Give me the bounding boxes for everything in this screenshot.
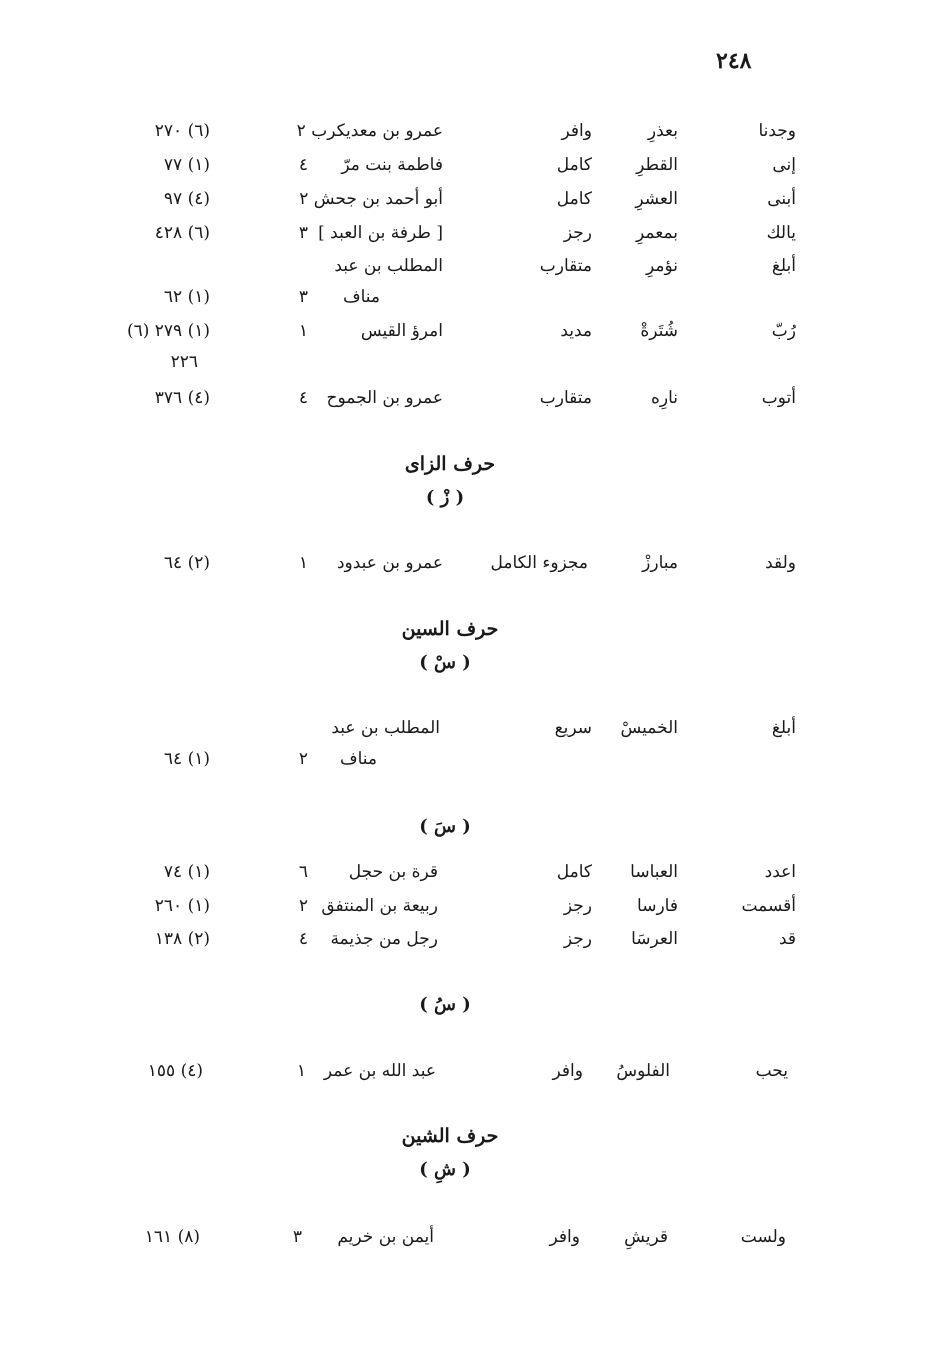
poet: [ طرفة بن العبد ] (318, 223, 443, 243)
poet: قرة بن حجل (348, 862, 438, 882)
index-row (0, 321, 948, 355)
index-row (0, 553, 948, 587)
index-row (0, 121, 948, 155)
first-word: قد (778, 929, 796, 949)
page-reference: (٦) ٢٧٠ (154, 121, 210, 141)
page-number: ٢٤٨ (716, 48, 752, 74)
section-heading-shin: حرف الشين (401, 1125, 499, 1147)
page-reference: (١) ٧٧ (163, 155, 210, 175)
first-word: ولست (740, 1227, 786, 1247)
page-reference: (١) ٢٦٠ (154, 896, 210, 916)
meter: رجز (563, 896, 592, 916)
first-word: أقسمت (741, 896, 796, 916)
rhyme-word: بمعمرِ (636, 223, 678, 243)
meter: كامل (556, 862, 592, 882)
first-word: ولقد (765, 553, 796, 573)
meter: كامل (556, 155, 592, 175)
poet: عمرو بن معديكرب ٢ (296, 121, 443, 141)
poet: مناف (340, 749, 378, 769)
index-row (0, 1227, 948, 1261)
first-word: إنى (772, 155, 796, 175)
meter: متقارب (539, 256, 592, 276)
verse-count: ١ (298, 321, 308, 341)
poet: فاطمة بنت مرّ (341, 155, 443, 175)
page-reference: (٤) ٣٧٦ (154, 388, 210, 408)
poet: ربيعة بن المنتفق (321, 896, 438, 916)
meter: رجز (563, 929, 592, 949)
poet: أبو أحمد بن جحش ٢ (299, 189, 443, 209)
page-reference: (٤) ١٥٥ (147, 1061, 203, 1081)
page-reference: ٢٢٦ (170, 352, 198, 372)
meter: وافر (549, 1227, 580, 1247)
first-word: أتوب (761, 388, 796, 408)
verse-count: ٣ (298, 287, 308, 307)
index-row (0, 862, 948, 896)
meter: وافر (561, 121, 592, 141)
index-row (0, 155, 948, 189)
meter: سريع (554, 718, 592, 738)
subsection-sin-damma: ( سُ ) (419, 994, 471, 1015)
poet: عمرو بن عبدود (336, 553, 443, 573)
section-heading-zay: حرف الزاى (404, 453, 496, 475)
poet: أيمن بن خريم (337, 1227, 434, 1247)
index-row (0, 388, 948, 422)
verse-count: ١ (296, 1061, 306, 1081)
verse-count: ٣ (292, 1227, 302, 1247)
verse-count: ٢ (298, 896, 308, 916)
index-row (0, 256, 948, 290)
meter: مجزوء الكامل (490, 553, 588, 573)
rhyme-word: القطرِ (636, 155, 678, 175)
first-word: يحب (755, 1061, 788, 1081)
rhyme-word: بعذرِ (647, 121, 678, 141)
subsection-sin-sukun: ( سْ ) (419, 652, 471, 673)
poet: مناف (343, 287, 381, 307)
index-row (0, 189, 948, 223)
verse-count: ٤ (298, 388, 308, 408)
page-reference: (١) ٦٤ (163, 749, 210, 769)
first-word: أبلغ (771, 256, 796, 276)
verse-count: ٢ (298, 749, 308, 769)
page-reference: (٨) ١٦١ (144, 1227, 200, 1247)
meter: كامل (556, 189, 592, 209)
first-word: أبنى (767, 189, 796, 209)
index-row (0, 223, 948, 257)
poet: امرؤ القيس (360, 321, 443, 341)
rhyme-word: الخميسْ (620, 718, 678, 738)
index-row (0, 1061, 948, 1095)
rhyme-word: مبارزْ (642, 553, 678, 573)
first-word: يالك (766, 223, 796, 243)
page-reference: (٤) ٩٧ (163, 189, 210, 209)
page-reference: (٢) ٦٤ (163, 553, 210, 573)
page-reference: (٢) ١٣٨ (154, 929, 210, 949)
subsection-sin-fatha: ( سَ ) (419, 816, 471, 837)
page-reference: (٦) ٤٢٨ (154, 223, 210, 243)
meter: متقارب (539, 388, 592, 408)
meter: وافر (552, 1061, 583, 1081)
rhyme-word: الفلوسُ (616, 1061, 670, 1081)
index-row (0, 718, 948, 752)
poet: عبد الله بن عمر (323, 1061, 436, 1081)
rhyme-word: قريشِ (624, 1227, 668, 1247)
poet: رجل من جذيمة (330, 929, 438, 949)
verse-count: ١ (298, 553, 308, 573)
rhyme-word: نؤمرِ (646, 256, 678, 276)
verse-count: ٤ (298, 929, 308, 949)
meter: رجز (563, 223, 592, 243)
page-reference: (١) ٦٢ (163, 287, 210, 307)
first-word: رُبّ (771, 321, 796, 341)
poet: المطلب بن عبد (331, 718, 440, 738)
rhyme-word: شُتَرةْ (640, 321, 678, 341)
rhyme-word: العباسا (630, 862, 678, 882)
rhyme-word: نارِه (650, 388, 678, 408)
first-word: وجدنا (758, 121, 796, 141)
section-heading-sin: حرف السين (401, 618, 499, 640)
first-word: اعدد (764, 862, 796, 882)
poet: المطلب بن عبد (334, 256, 443, 276)
index-row (0, 287, 948, 321)
poet: عمرو بن الجموح (326, 388, 443, 408)
index-row (0, 896, 948, 930)
index-row (0, 749, 948, 783)
subsection-shin: ( شِ ) (419, 1159, 471, 1180)
rhyme-word: العشرِ (635, 189, 678, 209)
index-row (0, 929, 948, 963)
meter: مديد (560, 321, 592, 341)
index-row (0, 352, 948, 386)
verse-count: ٣ (298, 223, 308, 243)
rhyme-word: فارسا (637, 896, 678, 916)
page-reference: (١) ٧٤ (163, 862, 210, 882)
first-word: أبلغ (771, 718, 796, 738)
verse-count: ٦ (298, 862, 308, 882)
subsection-zay: ( زْ ) (425, 487, 465, 508)
page-reference: (١) ٢٧٩ (٦) (126, 321, 210, 341)
rhyme-word: العرسَا (631, 929, 678, 949)
verse-count: ٤ (298, 155, 308, 175)
